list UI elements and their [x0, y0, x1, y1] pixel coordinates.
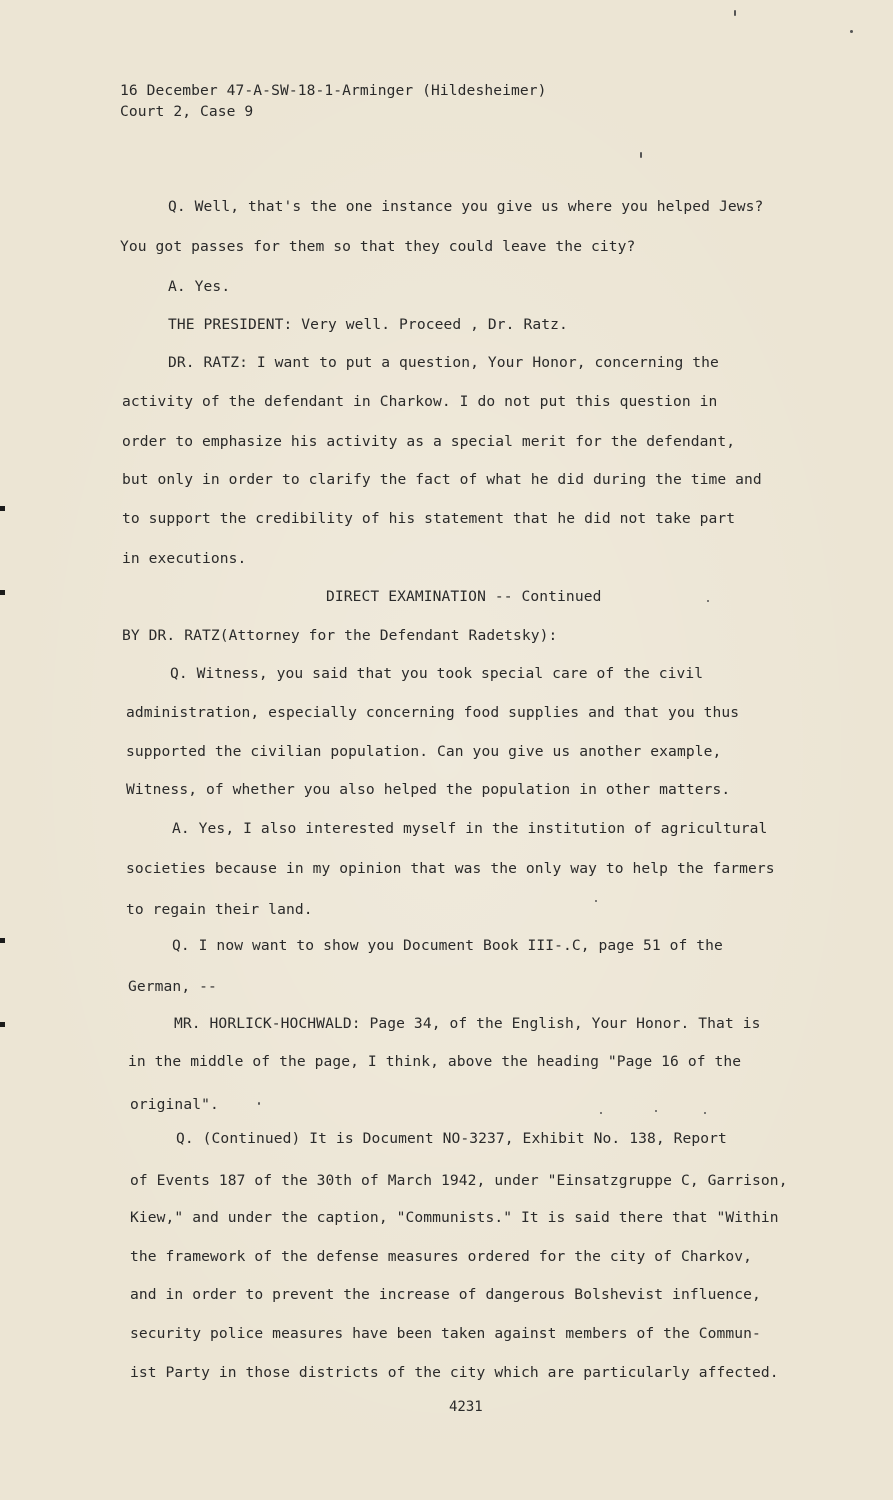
binding-mark	[0, 1022, 5, 1027]
body-line: but only in order to clarify the fact of what he did during the time and	[122, 471, 762, 488]
body-line: security police measures have been taken against members of the Commun-	[130, 1325, 761, 1342]
body-line: ist Party in those districts of the city which are particularly affected.	[130, 1364, 779, 1381]
body-line: Q. (Continued) It is Document NO-3237, Exhibit No. 138, Report	[176, 1130, 727, 1147]
paper-speck	[595, 900, 597, 902]
body-line: societies because in my opinion that was the only way to help the farmers	[126, 860, 775, 877]
body-line: in executions.	[122, 550, 247, 567]
body-line: Kiew," and under the caption, "Communists." It is said there that "Within	[130, 1209, 779, 1226]
body-line: Q. Well, that's the one instance you give us where you helped Jews?	[168, 198, 764, 215]
body-line: to regain their land.	[126, 901, 313, 918]
paper-speck	[258, 1102, 260, 1105]
body-line: MR. HORLICK-HOCHWALD: Page 34, of the English, Your Honor. That is	[174, 1015, 761, 1032]
body-line: BY DR. RATZ(Attorney for the Defendant Radetsky):	[122, 627, 558, 644]
body-line: in the middle of the page, I think, above the heading "Page 16 of the	[128, 1053, 742, 1070]
paper-speck	[707, 600, 709, 602]
body-line: Q. I now want to show you Document Book III-.C, page 51 of the	[172, 937, 723, 954]
body-line: German, --	[128, 978, 217, 995]
body-line: original".	[130, 1096, 219, 1113]
body-line: the framework of the defense measures ordered for the city of Charkov,	[130, 1248, 753, 1265]
body-line: THE PRESIDENT: Very well. Proceed , Dr. Ratz.	[168, 316, 568, 333]
body-line: supported the civilian population. Can you give us another example,	[126, 743, 722, 760]
binding-mark	[0, 506, 5, 511]
header-line-2: Court 2, Case 9	[120, 103, 254, 120]
paper-speck	[850, 30, 853, 33]
body-line: A. Yes.	[168, 278, 231, 295]
paper-speck	[640, 152, 642, 158]
body-line: You got passes for them so that they could leave the city?	[120, 238, 636, 255]
body-line: Witness, of whether you also helped the population in other matters.	[126, 781, 731, 798]
section-heading: DIRECT EXAMINATION -- Continued	[326, 588, 602, 605]
body-line: administration, especially concerning food supplies and that you thus	[126, 704, 740, 721]
paper-speck	[655, 1110, 657, 1112]
body-line: of Events 187 of the 30th of March 1942, under "Einsatzgruppe C, Garrison,	[130, 1172, 788, 1189]
header-line-1: 16 December 47-A-SW-18-1-Arminger (Hildesheimer)	[120, 82, 547, 99]
body-line: activity of the defendant in Charkow. I do not put this question in	[122, 393, 718, 410]
binding-mark	[0, 938, 5, 943]
binding-mark	[0, 590, 5, 595]
page-number: 4231	[449, 1399, 483, 1415]
paper-speck	[734, 10, 736, 16]
paper-speck	[600, 1112, 602, 1114]
paper-speck	[704, 1112, 706, 1114]
body-line: Q. Witness, you said that you took special care of the civil	[170, 665, 704, 682]
body-line: order to emphasize his activity as a special merit for the defendant,	[122, 433, 736, 450]
body-line: to support the credibility of his statement that he did not take part	[122, 510, 736, 527]
body-line: DR. RATZ: I want to put a question, Your Honor, concerning the	[168, 354, 719, 371]
body-line: and in order to prevent the increase of dangerous Bolshevist influence,	[130, 1286, 761, 1303]
body-line: A. Yes, I also interested myself in the institution of agricultural	[172, 820, 768, 837]
